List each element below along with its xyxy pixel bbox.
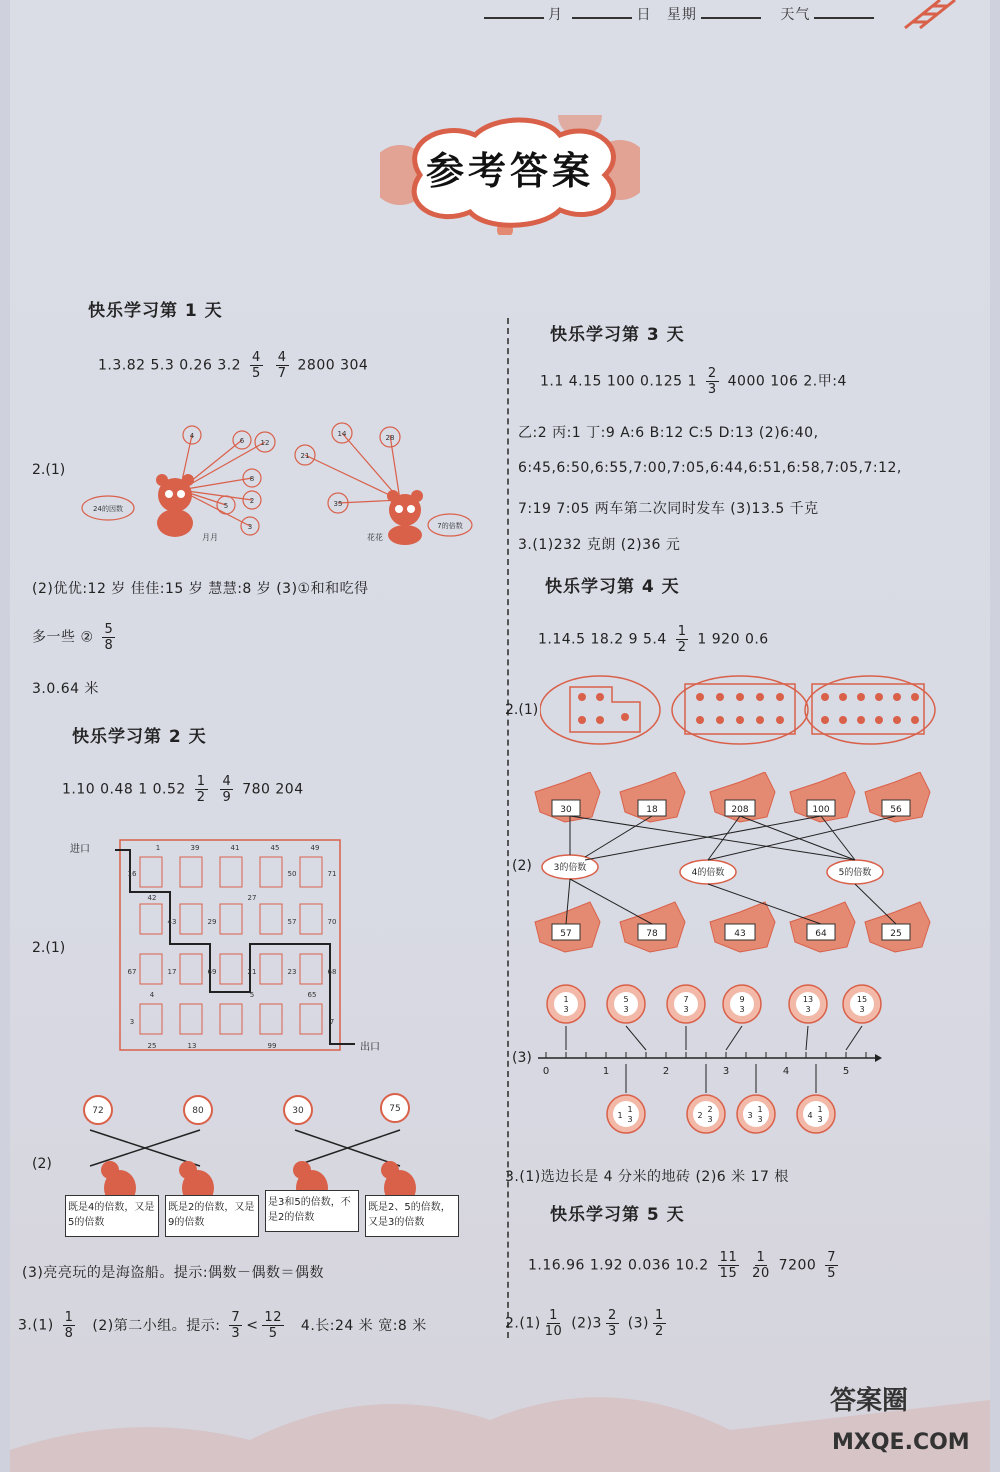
day3-line2: 乙:2 丙:1 丁:9 A:6 B:12 C:5 D:13 (2)6:40,	[518, 425, 819, 441]
day2-q2-2-label: (2)	[32, 1156, 52, 1172]
axis-tick: 4	[782, 1066, 790, 1077]
leaf-number: 100	[812, 805, 830, 815]
maze-diagram	[70, 832, 390, 1062]
panda-right-bubble: 7的倍数	[437, 522, 463, 530]
fraction: $\frac{1}{8}$	[64, 1310, 74, 1341]
maze-number: 7	[329, 1018, 335, 1026]
leaves-matching-diagram	[530, 772, 940, 962]
fraction: $\frac{7}{5}$	[827, 1250, 837, 1281]
panda-right-number: 21	[300, 452, 310, 460]
flower-den: 3	[707, 1115, 713, 1124]
fraction: $\frac{1}{10}$	[544, 1308, 563, 1339]
watermark-logo: 答案圈	[830, 1386, 909, 1416]
day5-title: 快乐学习第 5 天	[550, 1205, 685, 1225]
day1-q2-label: 2.(1)	[32, 462, 66, 478]
fraction: $\frac{4}{5}$	[252, 350, 261, 381]
fraction: $\frac{12}{5}$	[264, 1310, 282, 1341]
maze-number: 99	[267, 1042, 277, 1050]
flower-den: 3	[859, 1005, 865, 1014]
day5-q1: 1.16.96 1.92 0.036 10.2 $\frac{11}{15}$ $\frac{1}{20}$ 7200 $\frac{7}{5}$	[528, 1250, 837, 1281]
day1-q2-3: 多一些 ② $\frac{5}{8}$	[32, 622, 114, 653]
axis-tick: 1	[602, 1066, 610, 1077]
panda-left-bubble: 24的因数	[93, 505, 123, 513]
leaf-number: 30	[560, 805, 572, 815]
maze-number: 45	[270, 844, 280, 852]
panda-right-number: 14	[337, 430, 347, 438]
condition-box: 既是2的倍数，又是9的倍数	[165, 1195, 259, 1237]
condition-box: 是3和5的倍数，不是2的倍数	[265, 1190, 359, 1232]
flower-den: 3	[623, 1005, 629, 1014]
flower-den: 3	[805, 1005, 811, 1014]
ladder-icon	[900, 0, 960, 30]
leaf-number: 57	[560, 929, 572, 939]
day5-q2: 2.(1) $\frac{1}{10}$ (2)3 $\frac{2}{3}$ (3) $\frac{1}{2}$	[505, 1308, 664, 1339]
maze-number: 23	[287, 968, 297, 976]
maze-number: 4	[149, 991, 155, 999]
maze-number: 1	[155, 844, 161, 852]
flower-den: 3	[563, 1005, 569, 1014]
condition-box: 既是4的倍数，又是5的倍数	[65, 1195, 159, 1237]
panda-right-name: 花花	[367, 533, 383, 542]
day1-q3: 3.0.64 米	[32, 681, 99, 697]
leaf-number: 56	[890, 805, 902, 815]
flower-num: 13	[802, 995, 814, 1004]
target-number: 30	[292, 1106, 304, 1116]
day2-title: 快乐学习第 2 天	[72, 727, 207, 747]
maze-number: 69	[207, 968, 217, 976]
axis-tick: 5	[842, 1066, 850, 1077]
panda-right-number: 28	[385, 434, 395, 442]
day3-line4: 7:19 7:05 两车第二次同时发车 (3)13.5 千克	[518, 501, 819, 517]
panda-left-diagram	[80, 420, 290, 545]
panda-left-number: 12	[260, 439, 270, 447]
flower-num: 15	[856, 995, 868, 1004]
maze-number: 49	[310, 844, 320, 852]
fraction: $\frac{11}{15}$	[719, 1250, 738, 1281]
fraction: $\frac{1}{20}$	[752, 1250, 770, 1281]
day3-line1: 1.1 4.15 100 0.125 1 $\frac{2}{3}$ 4000 106 2.甲:4	[540, 366, 847, 397]
day1-q1: 1.3.82 5.3 0.26 3.2 $\frac{4}{5}$ $\frac{4}{7}$ 2800 304	[98, 350, 369, 381]
maze-number: 41	[230, 844, 240, 852]
leaf-number: 64	[815, 929, 827, 939]
number-line-diagram	[530, 982, 890, 1147]
maze-number: 21	[247, 968, 257, 976]
answer-page	[10, 0, 990, 1472]
target-number: 72	[92, 1106, 104, 1116]
maze-number: 65	[307, 991, 317, 999]
leaf-number: 25	[890, 929, 902, 939]
day1-q2-2: (2)优优:12 岁 佳佳:15 岁 慧慧:8 岁 (3)①和和吃得	[32, 581, 369, 597]
condition-box: 既是2、5的倍数，又是3的倍数	[365, 1195, 459, 1237]
maze-number: 68	[327, 968, 337, 976]
panda-left-number: 8	[249, 475, 255, 483]
fraction: $\frac{2}{3}$	[607, 1308, 617, 1339]
leaf-number: 208	[731, 805, 749, 815]
flower-num: 5	[623, 995, 629, 1004]
date-header: 月 日 星期 天气	[480, 4, 878, 24]
maze-number: 17	[167, 968, 177, 976]
maze-number: 50	[287, 870, 297, 878]
panda-left-number: 6	[239, 437, 245, 445]
day4-q1: 1.14.5 18.2 9 5.4 $\frac{1}{2}$ 1 920 0.6	[538, 624, 769, 655]
flower-whole: 2	[697, 1111, 703, 1120]
day3-line3: 6:45,6:50,6:55,7:00,7:05,6:44,6:51,6:58,7:05,7:12,	[518, 460, 902, 476]
maze-exit-label: 出口	[360, 1042, 380, 1053]
maze-number: 25	[147, 1042, 157, 1050]
fraction: $\frac{4}{9}$	[222, 774, 232, 805]
panda-left-number: 4	[189, 432, 195, 440]
panda-right-diagram	[290, 415, 490, 545]
day2-q2-label: 2.(1)	[32, 940, 66, 956]
flower-num: 1	[757, 1105, 763, 1114]
panda-right-number: 35	[333, 500, 343, 508]
day2-q1: 1.10 0.48 1 0.52 $\frac{1}{2}$ $\frac{4}{9}$ 780 204	[62, 774, 304, 805]
day4-q2-3-label: (3)	[512, 1050, 532, 1066]
target-number: 80	[192, 1106, 204, 1116]
flower-den: 3	[683, 1005, 689, 1014]
maze-number: 70	[327, 918, 337, 926]
flower-num: 7	[683, 995, 689, 1004]
leaf-number: 43	[734, 929, 746, 939]
day2-q2-3: (3)亮亮玩的是海盗船。提示:偶数－偶数＝偶数	[22, 1265, 325, 1281]
fraction: $\frac{1}{2}$	[677, 624, 687, 655]
flower-den: 3	[627, 1115, 633, 1124]
day2-q3-q4: 3.(1) $\frac{1}{8}$ (2)第二小组。提示: $\frac{7}{3}$ < $\frac{12}{5}$ 4.长:24 米 宽:8 米	[18, 1310, 427, 1341]
fraction: $\frac{1}{2}$	[655, 1308, 664, 1339]
maze-number: 42	[147, 894, 157, 902]
day4-q2-2-label: (2)	[512, 858, 532, 874]
bee-label: 4的倍数	[691, 868, 725, 878]
axis-tick: 3	[722, 1066, 730, 1077]
maze-number: 5	[249, 991, 255, 999]
flower-den: 3	[817, 1115, 823, 1124]
page-title: 参考答案	[425, 149, 594, 193]
leaf-number: 78	[646, 929, 658, 939]
fraction: $\frac{1}{2}$	[196, 774, 206, 805]
sets-diagram	[540, 672, 940, 752]
flower-num: 1	[817, 1105, 823, 1114]
bee-label: 5的倍数	[838, 868, 872, 878]
fraction: $\frac{4}{7}$	[277, 350, 287, 381]
maze-entry-label: 进口	[70, 844, 90, 855]
axis-tick: 2	[662, 1066, 670, 1077]
panda-left-number: 5	[223, 502, 229, 510]
target-number: 75	[389, 1104, 401, 1114]
day4-q2-label: 2.(1)	[505, 702, 539, 718]
fraction: $\frac{5}{8}$	[104, 622, 114, 653]
maze-number: 43	[167, 918, 177, 926]
day4-q3: 3.(1)选边长是 4 分米的地砖 (2)6 米 17 根	[505, 1169, 789, 1185]
day1-title: 快乐学习第 1 天	[88, 301, 223, 321]
maze-number: 29	[207, 918, 217, 926]
fraction: $\frac{2}{3}$	[707, 366, 717, 397]
day3-line5: 3.(1)232 克朗 (2)36 元	[518, 537, 681, 553]
maze-number: 13	[187, 1042, 197, 1050]
day3-title: 快乐学习第 3 天	[550, 325, 685, 345]
day4-title: 快乐学习第 4 天	[545, 577, 680, 597]
maze-number: 27	[247, 894, 257, 902]
bee-label: 3的倍数	[553, 863, 587, 873]
flower-num: 9	[739, 995, 745, 1004]
flower-den: 3	[757, 1115, 763, 1124]
maze-number: 71	[327, 870, 337, 878]
flower-num: 1	[563, 995, 569, 1004]
flower-whole: 3	[747, 1111, 753, 1120]
maze-number: 16	[127, 870, 137, 878]
maze-number: 57	[287, 918, 297, 926]
panda-left-name: 月月	[202, 533, 218, 542]
flower-whole: 1	[617, 1111, 623, 1120]
flower-whole: 4	[807, 1111, 813, 1120]
axis-tick: 0	[542, 1066, 550, 1077]
leaf-number: 18	[646, 805, 658, 815]
flower-num: 1	[627, 1105, 633, 1114]
flower-den: 3	[739, 1005, 745, 1014]
maze-number: 67	[127, 968, 137, 976]
fraction: $\frac{7}{3}$	[231, 1310, 241, 1341]
maze-number: 3	[129, 1018, 135, 1026]
panda-left-number: 3	[247, 523, 253, 531]
flower-num: 2	[707, 1105, 713, 1114]
panda-left-number: 2	[249, 497, 255, 505]
watermark-url: MXQE.COM	[832, 1430, 970, 1455]
maze-number: 39	[190, 844, 200, 852]
